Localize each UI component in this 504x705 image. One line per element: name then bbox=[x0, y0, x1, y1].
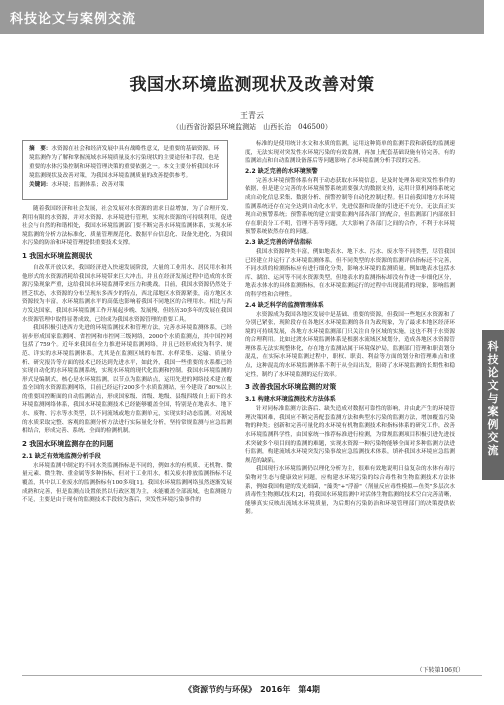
subsection-heading: 2.1 缺乏有效地监测分析手段 bbox=[22, 452, 101, 460]
abstract-box bbox=[22, 140, 228, 200]
section-title: 科技论文与案例交流 bbox=[10, 12, 137, 27]
paragraph: 水环境监测中制定的不同水类监测指标是不同的，例如水的有机质、无机物、微量元素、微生物、重金属等多种指标，但对于工业用水，相关废水排放监测指标不足覆盖，其中以工业废水的监测指标有100多项[1]。我国水环境监测网络虽然逐渐发展成熟和完善，但是监测点设置依然以行政区划为主，未能覆盖全部流域，也监测能力不足，主要是由于现有的监测技术手段较为落后，突发性环境污染事件的 bbox=[22, 462, 232, 504]
affiliation: （山西省汾源县环境监测站 山西长治 046500） bbox=[172, 123, 332, 131]
paragraph: 水资源成为我国各地区发展中是基础、重要的资源，但我国一些地区水资源和了分别已紧张，现阶段存在各地区水环境监测的各自为政现象，为了最求本地区经济环境的可持续发展，各地方水环境监测部门只关注自身区域的实施，这也不利于水资源的合理利用。比如过渡水环境监测体系是根据水流域区域划分，造成各地区水资源管理体系无法实现整体化，存在地方监测站属于环境保护局，监测部门管理和职责划分混乱，在实际水环境监测过程中，职权、职责、利益等方面的划分和管理难点和重点，这种混乱的水环境监测体系不利于从全局出发，阻碍了水环境监测的长期性和稳定性，制约了水环境监测的运行效率。 bbox=[245, 311, 455, 378]
subsection-heading: 2.3 缺乏完善的评估指标 bbox=[245, 238, 312, 246]
header-band bbox=[0, 0, 504, 34]
footer: 《资源节约与环保》 2016年 第4期 bbox=[184, 685, 320, 694]
sidebar-strip bbox=[482, 330, 504, 480]
footer-divider bbox=[22, 675, 482, 676]
section-heading: 3 改善我国水环境监测的对策 bbox=[245, 383, 337, 392]
section-heading: 2 我国水环境监测存在的问题 bbox=[22, 439, 114, 448]
paragraph: 我国积极引进西方先进的环境监测技术和管理方法，完善水环境监测体系，已经初步形成国家监测网、省控网和市控网三级网络，2000个水质监测点，其中国控网包括了759个。近年来我国在全力推进环境监测网络，并且已经形成较为科学、规范、详实的水环境监测体系，尤其是在监测区域的布置、水样采集、运输、质量分析、研究报告等方面的技术已经达到先进水平，如此外，我国一些重要的水系都已经实现自动化的水环境监测系统，实现水环境的现代化监测和控制。我国水环境监测的形式是编制式，核心是水环境监测，以节点为监测站点，运用先进的网络技术建立覆盖全国的水资源监测网络，目前已经运行200多个水质监测站，至今建设了80%以上的重要国控断面的自动监测站点，形成国家级、省级、地级、县级四级自上而下的水环境监测网络体系，我国水环境监测技术已经能够覆盖全国，特别是在地表水、地下水、废物、污水等水类型，以不同流域或地方监测单元，实现实时动态监测。对流域的水质采取完整、客观的监测分析方法进行实际量化分析，坚持常规监测与应急监测相结合，形成完善、系统、全面的检测机制。 bbox=[22, 325, 232, 435]
abstract-label: 摘 要： bbox=[29, 146, 52, 152]
subsection-heading: 2.2 缺乏完善的水环境预警 bbox=[245, 167, 318, 175]
right-column bbox=[245, 140, 455, 662]
paragraph: 完善水环境预警体系有利于动态获取水环境信息，是及时处理各项突发性事件的依据，但是建立完善的水环境预警系统需要强大的数据支持，运用计算机网络系统完成自动化信息采集、数据分析、预警控制等自动化控制过程。但目前我国地方水环境监测系统还存在完全达到自动化水平，先进仪器和设备的引进还不充分，无法真正实现自动预警系统；预警系统的建立需要监测内部各部门的配合，但监测部门内部依旧存在职责分工不明，管理不善等问题，大大影响了各部门之间的合作，不利于水环境预警系统依然存在的问题。 bbox=[245, 177, 455, 236]
paragraph: 标准的是使用统计水文和水质的监测，运用这种简单的监测手段和新低的监测速度，无法实现对突发性水环境污染的有效监测，再加上配套基础设施有待完善，有的监测站点和自动监测设备落后等问题影响了水环境监测分析手段的完善。 bbox=[245, 141, 455, 165]
header-notch bbox=[484, 0, 504, 34]
article-title: 我国水环境监测现状及改善对策 bbox=[129, 75, 375, 95]
subsection-heading: 2.4 缺乏科学的监测管理体系 bbox=[245, 301, 324, 309]
paragraph: 我国现行水环境监测仍以理化分析为主，很难有效地说明日益复杂的水体有毒污染物对生态与健康效应问题，应构建水环境污染的综合毒性和生物监测技术方法体系，例如我国构建的发光细菌，"藻类"+"浮游"（剂量反应毒性模拟—鱼类"多层次水质毒性生物测试技术[2]，将我国水环境监测中对活体生物监测的技术空白完善清晰，能够真实反映出流域水环境质量，为后期有污染防治和环境管理部门的决策提供依据。 bbox=[245, 466, 455, 516]
left-column bbox=[22, 205, 232, 645]
paragraph: 随着我国经济和社会发展，社会发展对水资源的需求日益增加，为了合理开发、利用有限的水资源，并对水资源、水环境进行管理，实现水资源的可持续利用，促进社会与自然的和谐相处，我国水环境监测部门要不断完善水环境监测体系，实现水环境监测的分析方法标准化、质量管理规范化、数据平台信息化、设备先进化，为我国水污染的防治和环境管理提供重要技术支撑。 bbox=[22, 206, 232, 247]
subsection-heading: 3.1 构建水环境监测技术方法体系 bbox=[245, 396, 336, 404]
abstract-text: 水资源在社会和经济发展中具有战略性意义，是重要的基础资源。环境监测作为了解和掌握流域水环境质量及水污染现状的主要途径和手段，也是重要的水体污染控制和环境管理决策的重要依据之一。本文主要分析我国水环境监测现状及改善对策，为我国水环境监测质量的改善提供参考。 bbox=[29, 146, 220, 179]
sidebar-strip-text: 科技论文与案例交流 bbox=[487, 340, 499, 457]
continue-note: （下转第106页） bbox=[416, 667, 464, 674]
paragraph: 自改革开放以来，我国经济进入快速发展阶段，大量的工业用水、居民用水和其他形式的水资源消耗给我国水环境带来巨大冲击，并且在经济发展过程中造成的水资源污染现象严重，这给我国水环境监测带来压力和挑战。目前，我国水资源仍然处于匮乏状态，水资源的分布呈现东多西少的特点，西北部地区水资源紧张，南方地区水资源较为丰富，水环境监测水平的高低也影响着我国不同地区的合理用水。相比与西方发达国家，我国水环境监测工作开展起步晚、发展慢，但经历30多年的发展在我国水资源管理中取得显著成效，已经成为我国水资源管理的重要工具。 bbox=[22, 264, 232, 323]
paragraph: 针对同标准监测方法落后、缺失造成对数据可靠性的影响，并由此产生的环境管理决策困难，我国应不断完善配套监测方法和典型水污染的监测方法，增加覆盖污染物的种类；创新和完善可量化的水环境有机物监测技术和指标体系的研究工作，改善水环境监测科学性，由国家统一推荐标准进行检测，为常规监测项目积极引进先进技术突破多个项目间的监测的难题，实现水资源一种污染物能够全面对多种监测方法进行监测，构建流域水环境突发污染事故应急监测技术体系，填补我国水环境应急监测规范的缺陷。 bbox=[245, 406, 455, 464]
paragraph: 我国水资源种类丰富，例如地表水、地下水、污水、废水等不同类型，尽管我国已经建立并运行了水环境监测体系，但不同类型的水资源的监测评估指标还不完善，不同水质的检测指标应有进行细化分类，影响水环境的监测质量。例如地表水包括水库、湖泊、运河等不同水资源类型，但地表水的监测指标却没有作进一步细化区分，地表水体水的具体监测指标，在水环境监测运行的过程中出现混淆的现象，影响监测的科学性和合理性。 bbox=[245, 248, 455, 298]
keywords-text: 水环境；监测体系；改善对策 bbox=[51, 182, 125, 188]
keywords-label: 关键词： bbox=[29, 182, 52, 188]
section-heading: 1 我国水环境监测现状 bbox=[22, 251, 93, 260]
author: 王青云 bbox=[240, 111, 264, 120]
